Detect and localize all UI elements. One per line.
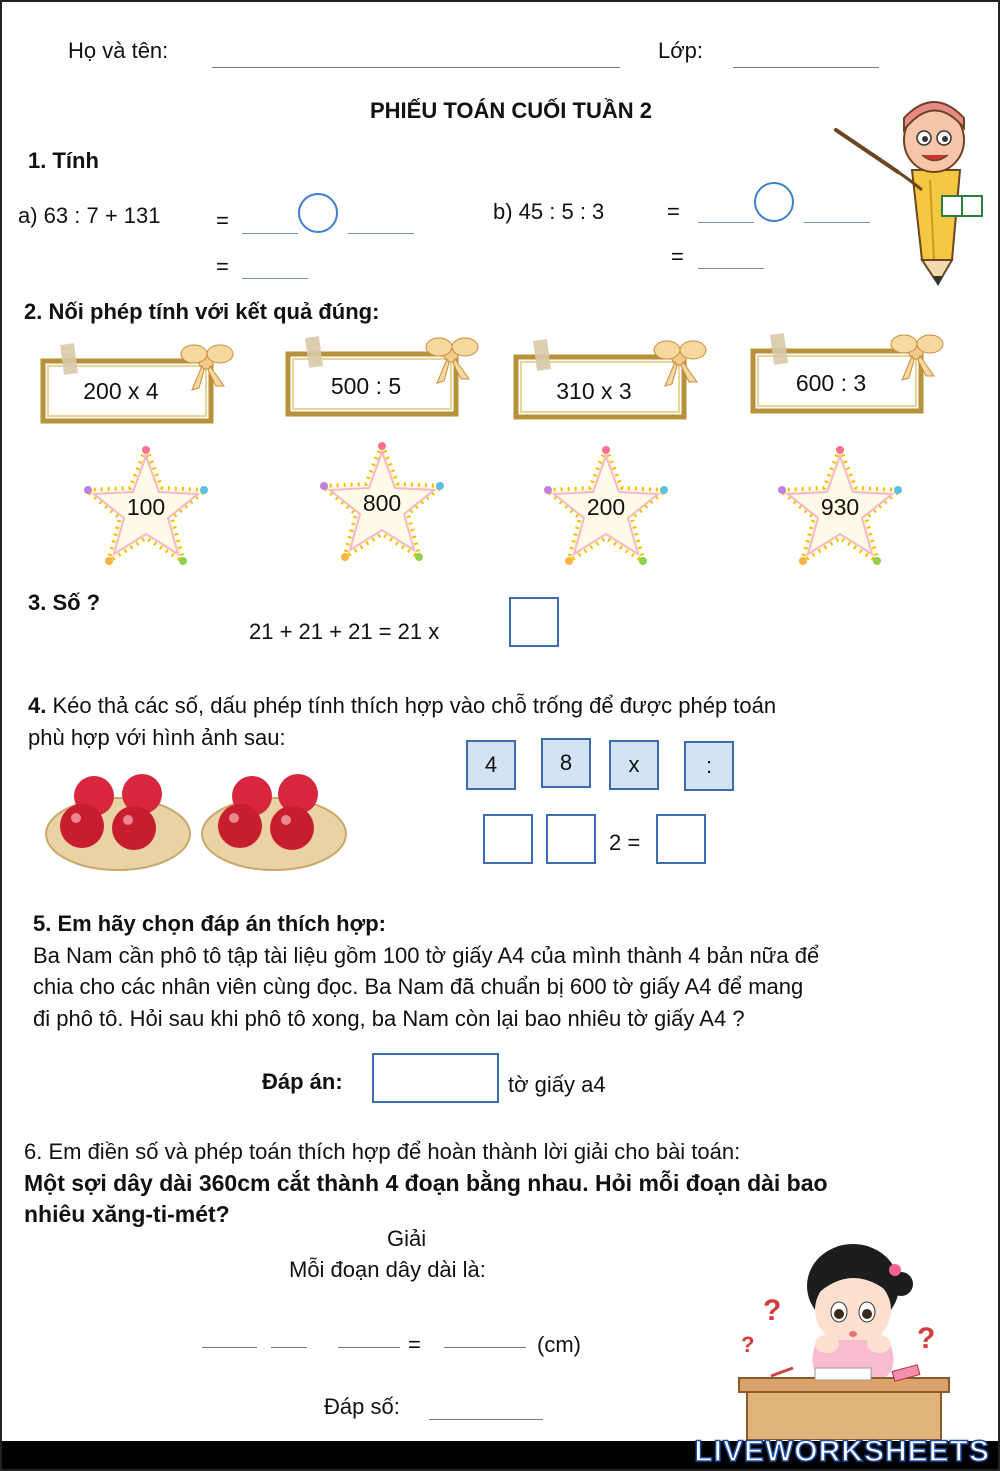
- q5-answer-input[interactable]: [372, 1053, 499, 1103]
- svg-text:?: ?: [763, 1294, 782, 1327]
- svg-text:?: ?: [917, 1322, 936, 1355]
- q5-heading: 5. Em hãy chọn đáp án thích hợp:: [33, 911, 387, 936]
- result-star-4[interactable]: [770, 440, 910, 580]
- q1a-equals-2: =: [216, 254, 229, 279]
- result-star-1[interactable]: [76, 440, 216, 580]
- result-label: 200: [586, 494, 626, 520]
- result-label: 800: [362, 490, 402, 516]
- q6-each-piece-label: Mỗi đoạn dây dài là:: [289, 1257, 486, 1282]
- q1b-equals-1: =: [667, 199, 680, 224]
- q6-solve-label: Giải: [387, 1226, 427, 1251]
- q6-final-answer-label: Đáp số:: [324, 1394, 400, 1419]
- expression-card-1[interactable]: [36, 340, 236, 430]
- pencil-mascot-illustration: [830, 100, 990, 290]
- q1b-operator-circle[interactable]: [754, 182, 794, 222]
- expression-card-4[interactable]: [746, 330, 946, 420]
- q5-text-line3: đi phô tô. Hỏi sau khi phô tô xong, ba Nam còn lại bao nhiêu tờ giấy A4 ?: [33, 1006, 745, 1031]
- expression-label: 600 : 3: [795, 370, 867, 396]
- svg-text:?: ?: [741, 1332, 755, 1357]
- class-label: Lớp:: [658, 38, 704, 63]
- thinking-girl-illustration: [735, 1240, 960, 1440]
- class-line[interactable]: [733, 67, 879, 68]
- q2-heading: 2. Nối phép tính với kết quả đúng:: [24, 299, 380, 324]
- apple-baskets-illustration: [42, 762, 362, 874]
- q6-number-blank-2[interactable]: [338, 1347, 400, 1348]
- q3-answer-box[interactable]: [509, 597, 559, 647]
- drag-tile-divide[interactable]: :: [684, 741, 734, 791]
- result-star-2[interactable]: [312, 436, 452, 576]
- q6-problem-line2: nhiêu xăng-ti-mét?: [24, 1201, 230, 1227]
- result-label: 930: [820, 494, 860, 520]
- name-line[interactable]: [212, 67, 620, 68]
- q6-number-blank-1[interactable]: [202, 1347, 257, 1348]
- expression-card-2[interactable]: [281, 333, 481, 423]
- q6-intro: 6. Em điền số và phép toán thích hợp để hoàn thành lời giải cho bài toán:: [24, 1139, 741, 1164]
- q5-unit-label: tờ giấy a4: [508, 1072, 606, 1097]
- expression-label: 310 x 3: [556, 378, 632, 404]
- drag-tile-4[interactable]: 4: [466, 740, 516, 790]
- q4-equation-text: 2 =: [609, 830, 641, 855]
- expression-card-3[interactable]: [509, 336, 709, 426]
- q4-text: Kéo thả các số, dấu phép tính thích hợp vào chỗ trống để được phép toán: [46, 693, 777, 718]
- liveworksheets-logo: LIVEWORKSHEETS: [694, 1435, 990, 1468]
- q1b-blank-1[interactable]: [698, 222, 754, 223]
- q5-text-line2: chia cho các nhân viên cùng đọc. Ba Nam đã chuẩn bị 600 tờ giấy A4 để mang: [33, 974, 804, 999]
- q1b-blank-2[interactable]: [804, 222, 870, 223]
- expression-label: 200 x 4: [83, 378, 159, 404]
- q3-expression: 21 + 21 + 21 = 21 x: [249, 619, 440, 644]
- q4-instruction-line2: phù hợp với hình ảnh sau:: [28, 725, 286, 750]
- result-label: 100: [126, 494, 166, 520]
- q1b-result-blank[interactable]: [698, 268, 764, 269]
- q1a-expression: a) 63 : 7 + 131: [18, 203, 161, 228]
- q3-heading: 3. Số ?: [28, 590, 101, 615]
- q1b-expression: b) 45 : 5 : 3: [493, 199, 605, 224]
- drag-tile-multiply[interactable]: x: [609, 740, 659, 790]
- drop-slot-2[interactable]: [546, 814, 596, 864]
- q6-equals: =: [408, 1332, 421, 1357]
- q6-operator-blank[interactable]: [271, 1347, 307, 1348]
- q1-heading: 1. Tính: [28, 148, 99, 173]
- q1a-blank-2[interactable]: [348, 233, 414, 234]
- drop-slot-result[interactable]: [656, 814, 706, 864]
- q1a-equals-1: =: [216, 208, 229, 233]
- q1b-equals-2: =: [671, 244, 684, 269]
- q1a-operator-circle[interactable]: [298, 193, 338, 233]
- result-star-3[interactable]: [536, 440, 676, 580]
- q6-result-blank[interactable]: [444, 1347, 526, 1348]
- q5-answer-label: Đáp án:: [262, 1069, 343, 1094]
- q6-problem-line1: Một sợi dây dài 360cm cắt thành 4 đoạn bằng nhau. Hỏi mỗi đoạn dài bao: [24, 1170, 828, 1196]
- q4-number: 4.: [28, 693, 47, 718]
- q6-final-answer-blank[interactable]: [429, 1419, 543, 1420]
- q4-instruction-line1: [28, 693, 776, 719]
- q1a-result-blank[interactable]: [242, 278, 308, 279]
- q6-unit: (cm): [537, 1332, 581, 1357]
- drop-slot-1[interactable]: [483, 814, 533, 864]
- expression-label: 500 : 5: [330, 373, 402, 399]
- q1a-blank-1[interactable]: [242, 233, 298, 234]
- q5-text-line1: Ba Nam cần phô tô tập tài liệu gồm 100 tờ giấy A4 của mình thành 4 bản nữa để: [33, 943, 820, 968]
- drag-tile-8[interactable]: 8: [541, 738, 591, 788]
- name-label: Họ và tên:: [68, 38, 169, 63]
- page-title: PHIẾU TOÁN CUỐI TUẦN 2: [370, 98, 652, 123]
- footer-bar: [0, 1435, 1000, 1471]
